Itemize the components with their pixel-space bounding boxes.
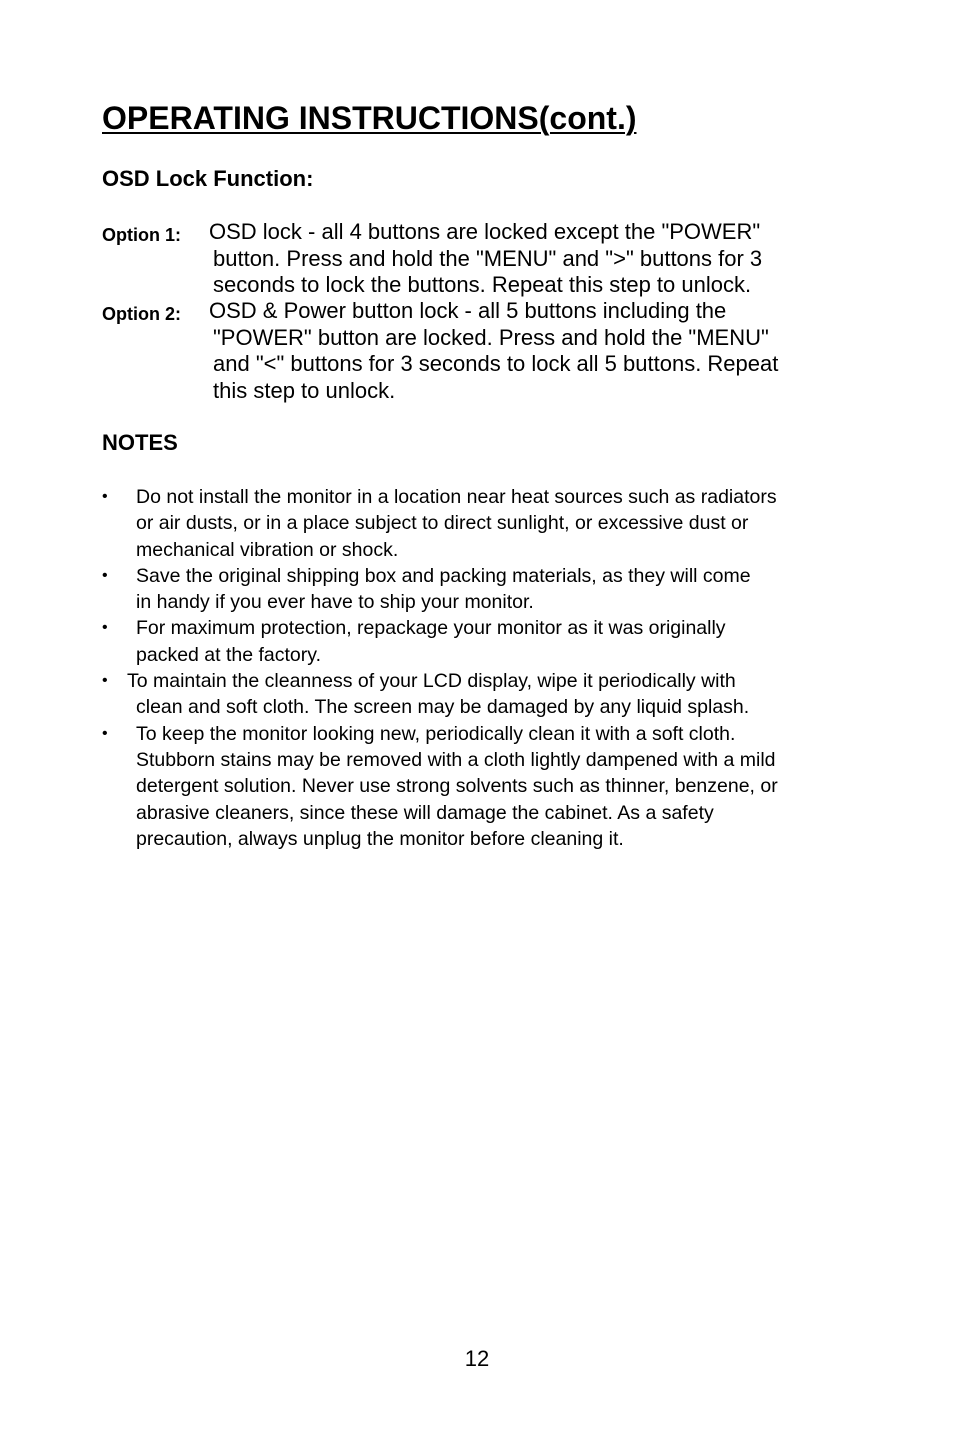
list-item <box>102 563 862 616</box>
option-text-line: and "<" buttons for 3 seconds to lock all 5 buttons. Repeat <box>213 351 779 376</box>
note-text-line: precaution, always unplug the monitor before cleaning it. <box>136 827 624 850</box>
osd-lock-heading: OSD Lock Function: <box>102 166 314 191</box>
note-text-line: To maintain the cleanness of your LCD display, wipe it periodically with <box>127 670 736 693</box>
note-text-line: Do not install the monitor in a location near heat sources such as radiators <box>136 486 777 508</box>
option-text-line: OSD & Power button lock - all 5 buttons including the <box>209 298 727 323</box>
note-text-line: or air dusts, or in a place subject to direct sunlight, or excessive dust or <box>136 512 749 535</box>
page-title: OPERATING INSTRUCTIONS(cont.) <box>102 100 637 136</box>
list-item <box>102 484 862 563</box>
list-item <box>102 721 862 852</box>
note-text-line: abrasive cleaners, since these will damage the cabinet. As a safety <box>136 801 714 824</box>
note-text-line: Stubborn stains may be removed with a cloth lightly dampened with a mild <box>136 748 776 771</box>
bullet-icon: • <box>102 566 108 584</box>
option-text-line: button. Press and hold the "MENU" and ">" buttons for 3 <box>213 245 763 271</box>
notes-list <box>102 484 862 852</box>
note-text-line: clean and soft cloth. The screen may be damaged by any liquid splash. <box>136 696 750 719</box>
note-text-line: Save the original shipping box and packing materials, as they will come <box>136 564 751 587</box>
bullet-icon: • <box>102 672 108 690</box>
list-item <box>102 668 862 721</box>
list-item <box>102 615 862 668</box>
note-text-line: detergent solution. Never use strong solvents such as thinner, benzene, or <box>136 775 778 798</box>
option-text-line: OSD lock - all 4 buttons are locked except the "POWER" <box>209 219 761 244</box>
note-text-line: in handy if you ever have to ship your monitor. <box>136 591 534 614</box>
bullet-icon: • <box>102 488 108 505</box>
note-text-line: To keep the monitor looking new, periodically clean it with a soft cloth. <box>136 722 736 745</box>
note-text-line: For maximum protection, repackage your monitor as it was originally <box>136 617 726 640</box>
bullet-icon: • <box>102 619 108 637</box>
note-text-line: mechanical vibration or shock. <box>136 538 399 561</box>
option-label: Option 2: <box>102 304 181 324</box>
page-number: 12 <box>464 1346 490 1371</box>
notes-heading: NOTES <box>102 430 178 455</box>
option-text-line: this step to unlock. <box>213 377 396 403</box>
option-label: Option 1: <box>102 225 181 245</box>
option-text-line: "POWER" button are locked. Press and hold the "MENU" <box>213 324 769 350</box>
osd-option-1 <box>102 219 862 299</box>
option-text-line: seconds to lock the buttons. Repeat this step to unlock. <box>213 272 752 297</box>
note-text-line: packed at the factory. <box>136 643 321 666</box>
osd-option-2 <box>102 298 862 404</box>
bullet-icon: • <box>102 724 108 742</box>
